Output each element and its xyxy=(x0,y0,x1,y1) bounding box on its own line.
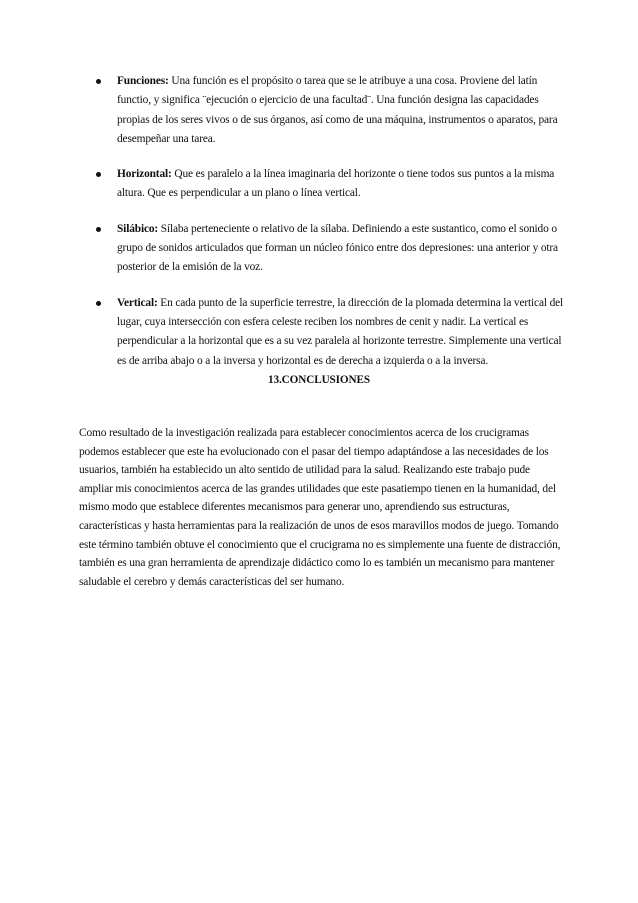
bullet-icon xyxy=(96,79,101,84)
glossary-item-horizontal xyxy=(84,165,564,204)
glossary-list xyxy=(84,72,564,387)
bullet-icon xyxy=(96,227,101,232)
section-heading: 13.CONCLUSIONES xyxy=(267,374,370,386)
conclusion-paragraph: Como resultado de la investigación realizada para establecer conocimientos acerca de los crucigramas podemos establecer que este ha evolucionado con el pasar del tiempo adaptándose a las necesidades de los usuarios, también ha establecido un alto sentido de utilidad para la salud. Realizando este trabajo pude ampliar mis conocimientos acerca de las grandes utilidades que este pasatiempo tienen en la humanidad, del mismo modo que establece diferentes mecanismos para generar uno, aprendiendo sus estructuras, características y hasta herramientas para la realización de unos de esos maravillos modos de juego. Tomando este término también obtuve el conocimiento que el crucigrama no es simplemente una fuente de distracción, también es una gran herramienta de aprendizaje didáctico como lo es también un mecanismo para mantener saludable el cerebro y demás características del ser humano. xyxy=(79,427,561,588)
glossary-term: Horizontal: xyxy=(117,168,172,181)
glossary-definition: En cada punto de la superficie terrestre, la dirección de la plomada determina la vertical del lugar, cuya intersección con esfera celeste reciben los nombres de cenit y nadir. La vertical es perpendicular a la horizontal que es a su vez paralela al horizonte terrestre. Simplemente una vertical es de arriba abajo o a la inversa y horizontal es de derecha a izquierda o a la inversa. xyxy=(117,296,564,367)
glossary-definition: Sílaba perteneciente o relativo de la sílaba. Definiendo a este sustantico, como el sonido o grupo de sonidos articulados que forman un núcleo fónico entre dos depresiones: una anterior y otra posterior de la emisión de la voz. xyxy=(117,222,558,274)
glossary-term: Vertical: xyxy=(117,296,158,309)
glossary-definition: Una función es el propósito o tarea que se le atribuye a una cosa. Proviene del latín functio, y significa ¨ejecución o ejercicio de una facultad¨. Una función designa las capacidades propias de los seres vivos o de sus órganos, así como de una máquina, instrumentos o aparatos, para desempeñar una tarea. xyxy=(117,75,558,145)
glossary-item-funciones xyxy=(84,72,564,149)
bullet-icon xyxy=(96,301,101,306)
glossary-item-vertical xyxy=(84,294,564,371)
glossary-definition: Que es paralelo a la línea imaginaria del horizonte o tiene todos sus puntos a la misma altura. Que es perpendicular a un plano o línea vertical. xyxy=(117,168,555,200)
bullet-icon xyxy=(96,172,101,177)
glossary-term: Silábico: xyxy=(117,222,159,235)
glossary-item-silabico xyxy=(84,220,564,278)
glossary-term: Funciones: xyxy=(117,75,169,87)
